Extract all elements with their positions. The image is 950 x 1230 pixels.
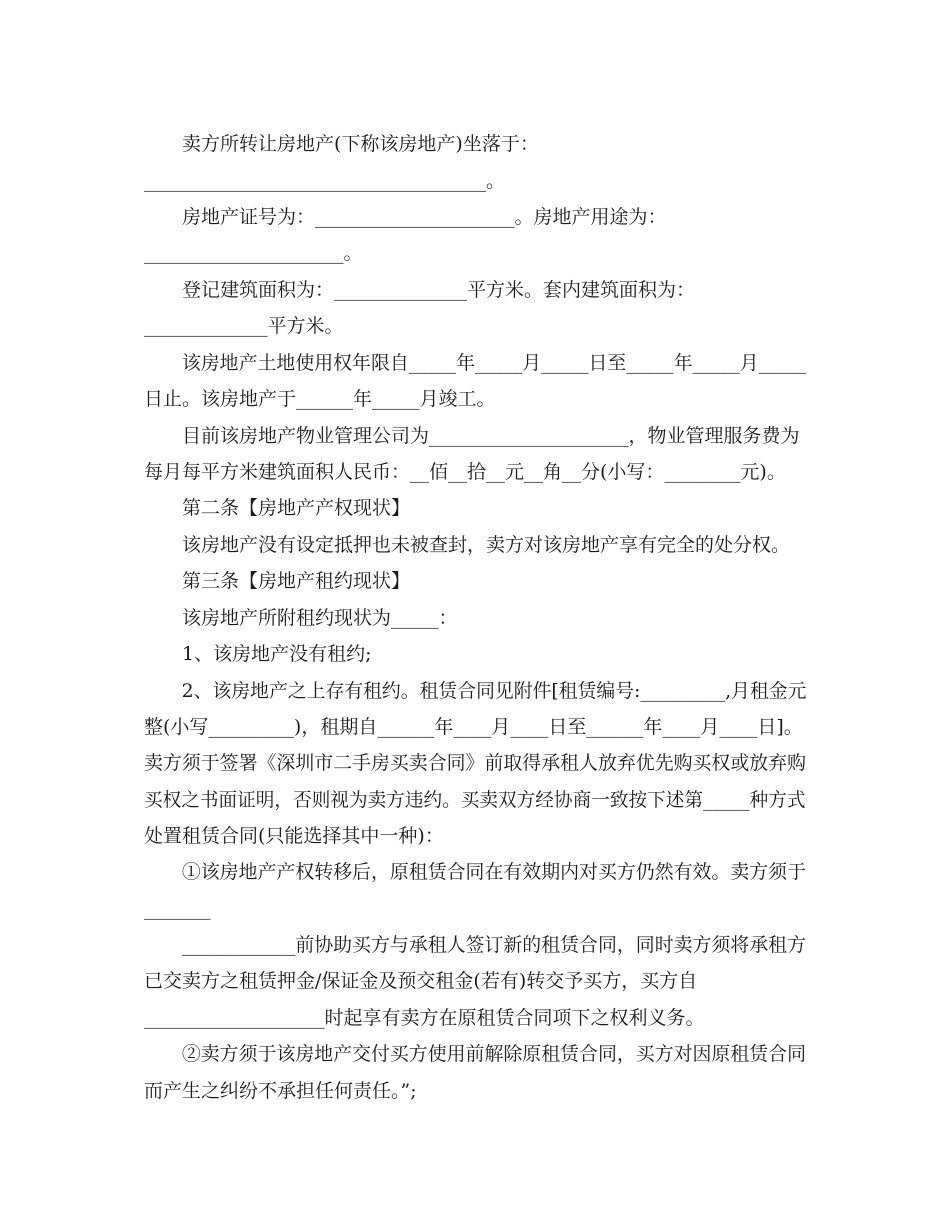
text-line: 目前该房地产物业管理公司为_____________________，物业管理服务费为 [144, 425, 800, 447]
text-line: _______ [144, 898, 211, 920]
text-line: 登记建筑面积为：______________平方米。套内建筑面积为： [144, 279, 696, 301]
section-heading: 第三条【房地产租约现状】 [144, 570, 411, 592]
text-line: 2、该房地产之上存有租约。租赁合同见附件[租赁编号:_________,月租金元 [144, 680, 807, 702]
text-line: 房地产证号为：_____________________。房地产用途为： [144, 206, 667, 228]
text-line: 1、该房地产没有租约; [144, 643, 372, 665]
text-line: 卖方所转让房地产(下称该房地产)坐落于： [144, 133, 539, 155]
text-line: 该房地产土地使用权年限自_____年_____月_____日至_____年_____月_____ [144, 352, 807, 374]
text-line: 每月每平方米建筑面积人民币：__佰__拾__元__角__分(小写：________元)。 [144, 461, 786, 483]
text-line: ①该房地产产权转移后，原租赁合同在有效期内对买方仍然有效。卖方须于 [144, 861, 807, 883]
section-heading: 第二条【房地产产权现状】 [144, 497, 411, 519]
text-line: ②卖方须于该房地产交付买方使用前解除原租赁合同，买方对因原租赁合同 [144, 1043, 807, 1065]
text-line: 整(小写_________)，租期自______年____月____日至______年____月____日]。 [144, 716, 803, 738]
text-line: 该房地产所附租约现状为_____： [144, 607, 458, 629]
text-line: ____________前协助买方与承租人签订新的租赁合同，同时卖方须将承租方 [144, 934, 807, 956]
text-line: 已交卖方之租赁押金/保证金及预交租金(若有)转交予买方，买方自 [144, 970, 698, 992]
text-line: 日止。该房地产于______年_____月竣工。 [144, 388, 496, 410]
text-line: ____________________________________。 [144, 170, 506, 192]
text-line: 卖方须于签署《深圳市二手房买卖合同》前取得承租人放弃优先购买权或放弃购 [144, 752, 807, 774]
text-line: 而产生之纠纷不承担任何责任。”; [144, 1080, 417, 1102]
text-line: _____________平方米。 [144, 315, 344, 337]
text-line: ___________________时起享有卖方在原租赁合同项下之权利义务。 [144, 1007, 705, 1029]
text-line: 买权之书面证明，否则视为卖方违约。买卖双方经协商一致按下述第_____种方式 [144, 789, 806, 811]
text-line: _____________________。 [144, 242, 363, 264]
text-line: 该房地产没有设定抵押也未被查封，卖方对该房地产享有完全的处分权。 [144, 534, 791, 556]
text-line: 处置租赁合同(只能选择其中一种)： [144, 825, 444, 847]
